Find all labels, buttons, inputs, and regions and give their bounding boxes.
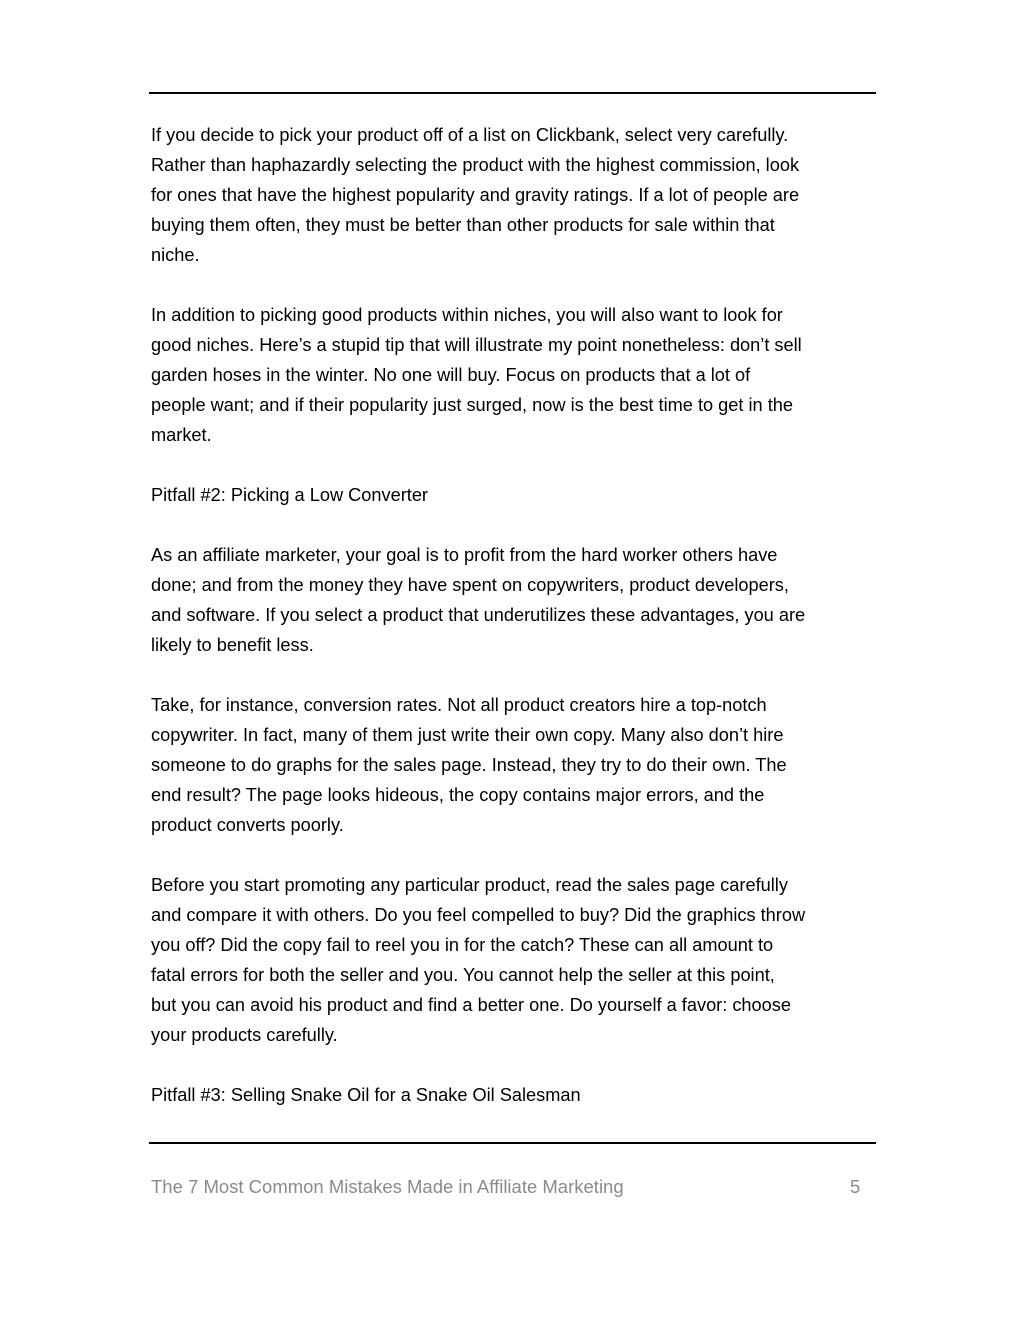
footer-page-number: 5 bbox=[850, 1176, 861, 1197]
text-line: buying them often, they must be better than other products for sale within that bbox=[151, 215, 775, 235]
text-line: good niches. Here’s a stupid tip that will illustrate my point nonetheless: don’t sell bbox=[151, 335, 802, 355]
text-line: garden hoses in the winter. No one will buy. Focus on products that a lot of bbox=[151, 365, 751, 385]
footer-document-title: The 7 Most Common Mistakes Made in Affiliate Marketing bbox=[151, 1176, 624, 1197]
text-line: fatal errors for both the seller and you. You cannot help the seller at this point, bbox=[151, 965, 775, 985]
text-line: end result? The page looks hideous, the copy contains major errors, and the bbox=[151, 785, 765, 805]
page-body bbox=[151, 120, 877, 1140]
text-line: product converts poorly. bbox=[151, 815, 344, 835]
text-line: you off? Did the copy fail to reel you in for the catch? These can all amount to bbox=[151, 935, 774, 955]
text-line: for ones that have the highest popularity and gravity ratings. If a lot of people are bbox=[151, 185, 800, 205]
text-line: but you can avoid his product and find a better one. Do yourself a favor: choose bbox=[151, 995, 791, 1015]
paragraph-sales-page bbox=[151, 870, 877, 1050]
paragraph-affiliate-goal bbox=[151, 540, 877, 660]
section-heading-pitfall-2: Pitfall #2: Picking a Low Converter bbox=[151, 485, 428, 505]
text-line: market. bbox=[151, 425, 212, 445]
text-line: As an affiliate marketer, your goal is to profit from the hard worker others have bbox=[151, 545, 778, 565]
text-line: done; and from the money they have spent on copywriters, product developers, bbox=[151, 575, 789, 595]
text-line: and software. If you select a product that underutilizes these advantages, you are bbox=[151, 605, 806, 625]
header-rule bbox=[149, 92, 876, 94]
footer-rule bbox=[149, 1142, 876, 1144]
text-line: Take, for instance, conversion rates. Not all product creators hire a top-notch bbox=[151, 695, 767, 715]
text-line: If you decide to pick your product off of a list on Clickbank, select very carefully. bbox=[151, 125, 789, 145]
text-line: In addition to picking good products within niches, you will also want to look for bbox=[151, 305, 783, 325]
section-heading-pitfall-3: Pitfall #3: Selling Snake Oil for a Snake Oil Salesman bbox=[151, 1085, 581, 1105]
paragraph-good-niches bbox=[151, 300, 877, 450]
text-line: Rather than haphazardly selecting the product with the highest commission, look bbox=[151, 155, 800, 175]
paragraph-conversion-rates bbox=[151, 690, 877, 840]
text-line: people want; and if their popularity just surged, now is the best time to get in the bbox=[151, 395, 793, 415]
text-line: Before you start promoting any particular product, read the sales page carefully bbox=[151, 875, 788, 895]
text-line: niche. bbox=[151, 245, 200, 265]
text-line: likely to benefit less. bbox=[151, 635, 314, 655]
text-line: your products carefully. bbox=[151, 1025, 338, 1045]
text-line: someone to do graphs for the sales page. Instead, they try to do their own. The bbox=[151, 755, 787, 775]
paragraph-clickbank bbox=[151, 120, 877, 270]
text-line: and compare it with others. Do you feel compelled to buy? Did the graphics throw bbox=[151, 905, 806, 925]
text-line: copywriter. In fact, many of them just write their own copy. Many also don’t hire bbox=[151, 725, 784, 745]
